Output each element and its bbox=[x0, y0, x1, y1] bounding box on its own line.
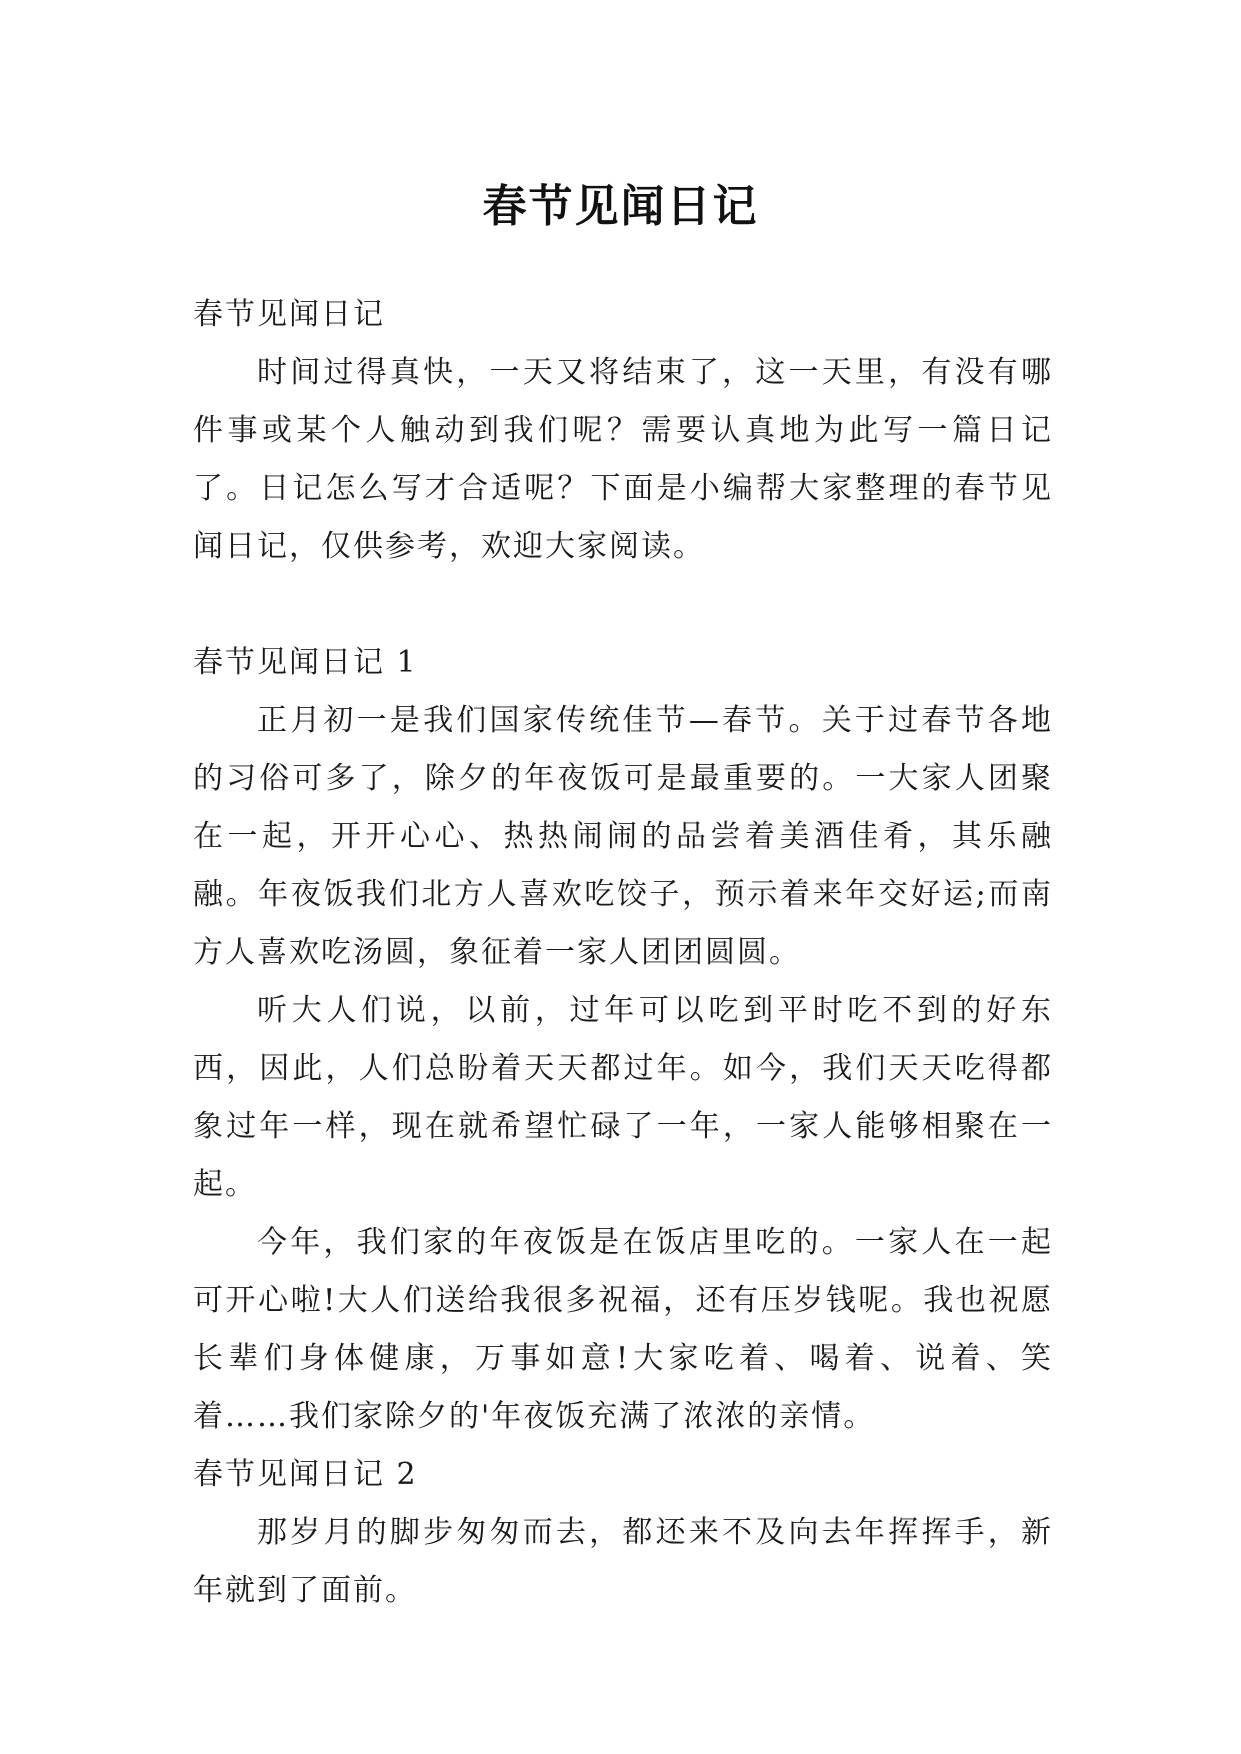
intro-paragraph: 时间过得真快，一天又将结束了，这一天里，有没有哪件事或某个人触动到我们呢？需要认真地为此写一篇日记了。日记怎么写才合适呢？下面是小编帮大家整理的春节见闻日记，仅供参考，欢迎大家阅读。 bbox=[193, 355, 1053, 564]
section-1-paragraph: 今年，我们家的年夜饭是在饭店里吃的。一家人在一起可开心啦!大人们送给我很多祝福，还有压岁钱呢。我也祝愿长辈们身体健康，万事如意!大家吃着、喝着、说着、笑着……我们家除夕的'年夜饭充满了浓浓的亲情。 bbox=[193, 1225, 1053, 1434]
document-title: 春节见闻日记 bbox=[482, 181, 759, 233]
document-body bbox=[193, 286, 1053, 1620]
section-heading-1: 春节见闻日记 1 bbox=[193, 645, 418, 680]
intro-heading: 春节见闻日记 bbox=[193, 297, 385, 332]
section-spacer bbox=[193, 576, 1053, 634]
section-2-paragraph: 那岁月的脚步匆匆而去，都还来不及向去年挥挥手，新年就到了面前。 bbox=[193, 1515, 1053, 1608]
section-1-paragraph: 听大人们说，以前，过年可以吃到平时吃不到的好东西，因此，人们总盼着天天都过年。如今，我们天天吃得都象过年一样，现在就希望忙碌了一年，一家人能够相聚在一起。 bbox=[193, 993, 1053, 1202]
section-1-paragraph: 正月初一是我们国家传统佳节—春节。关于过春节各地的习俗可多了，除夕的年夜饭可是最重要的。一大家人团聚在一起，开开心心、热热闹闹的品尝着美酒佳肴，其乐融融。年夜饭我们北方人喜欢吃饺子，预示着来年交好运;而南方人喜欢吃汤圆，象征着一家人团团圆圆。 bbox=[193, 703, 1053, 970]
section-heading-2: 春节见闻日记 2 bbox=[193, 1457, 418, 1492]
